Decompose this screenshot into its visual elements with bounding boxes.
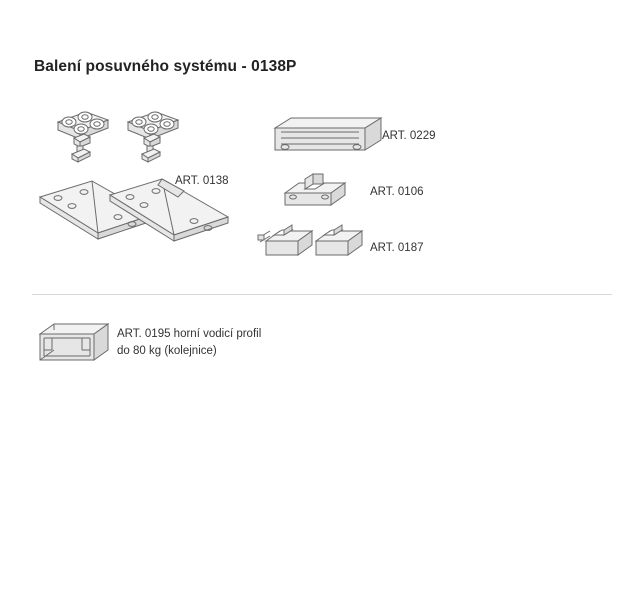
end-stop-icon <box>258 225 363 265</box>
part-label-0187: ART. 0187 <box>370 242 424 254</box>
page-title: Balení posuvného systému - 0138P <box>34 58 297 75</box>
mounting-bracket-icon <box>32 175 232 255</box>
part-label-0138: ART. 0138 <box>175 175 229 187</box>
footer-part-text <box>117 326 261 360</box>
part-label-0106: ART. 0106 <box>370 186 424 198</box>
parts-grid <box>30 100 615 280</box>
footer-part-line2: do 80 kg (kolejnice) <box>117 345 217 357</box>
rail-connector-icon <box>273 116 383 158</box>
part-label-0229: ART. 0229 <box>382 130 436 142</box>
floor-guide-icon <box>283 175 349 213</box>
section-divider <box>32 294 612 295</box>
footer-part-line1: ART. 0195 horní vodicí profil <box>117 328 262 340</box>
footer-part-row <box>32 312 592 382</box>
track-profile-icon <box>38 320 110 366</box>
roller-carriage-icon <box>42 108 182 168</box>
